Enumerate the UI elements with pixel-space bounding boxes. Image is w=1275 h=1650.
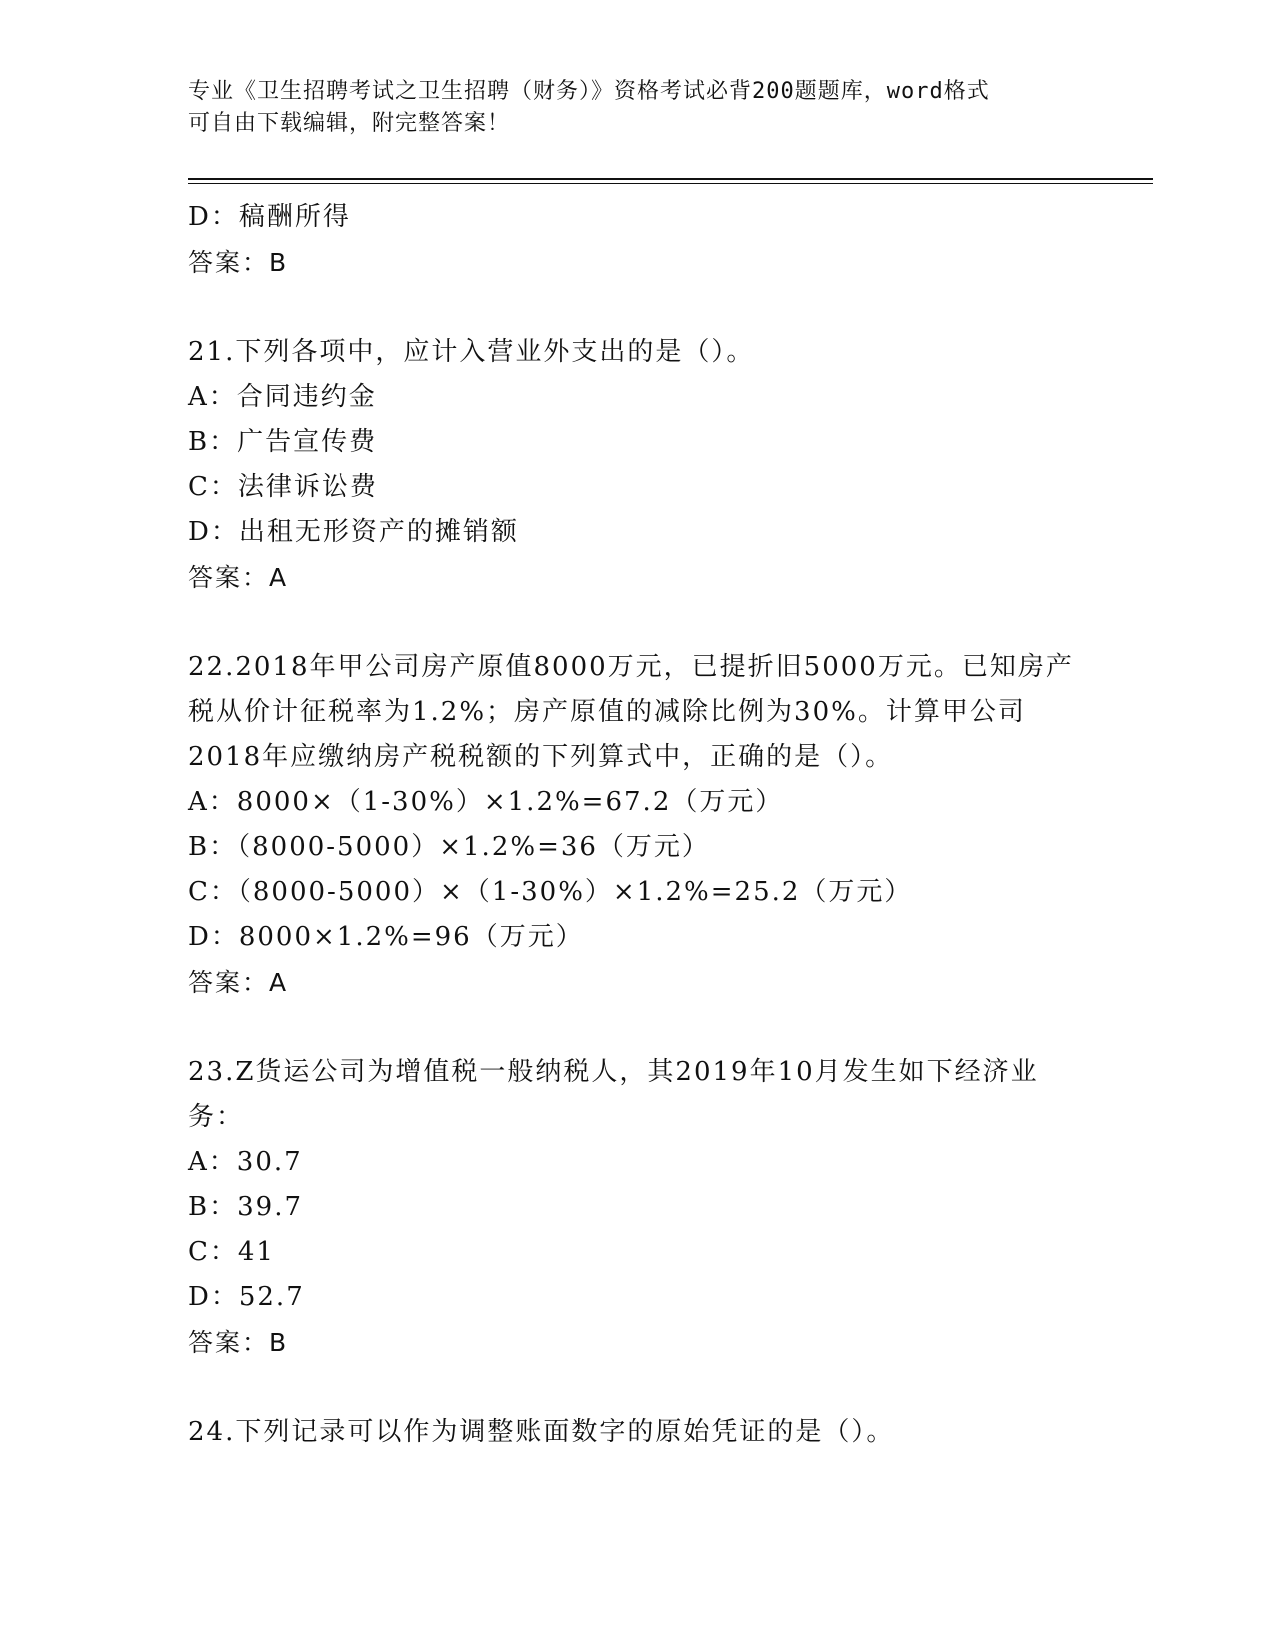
q22-option-b: B：（8000-5000）×1.2%=36（万元） [188,832,710,862]
spacer [188,600,1108,645]
q22-option-d: D：8000×1.2%=96（万元） [188,922,584,952]
prev-option-d: D：稿酬所得 [188,202,351,232]
prev-answer: 答案：B [188,248,289,277]
q21-option-c: C：法律诉讼费 [188,472,378,502]
q24-stem: 24.下列记录可以作为调整账面数字的原始凭证的是（）。 [188,1417,895,1447]
spacer [188,1005,1108,1050]
q21-answer: 答案：A [188,563,289,592]
header-divider-thin [188,183,1153,184]
q23-answer: 答案：B [188,1328,289,1357]
q21-option-b: B：广告宣传费 [188,427,378,457]
q23-stem-line-2: 务： [188,1102,245,1132]
q22-option-a: A：8000×（1-30%）×1.2%=67.2（万元） [188,787,784,817]
q23-option-d: D：52.7 [188,1282,305,1312]
q21-option-d: D：出租无形资产的摊销额 [188,517,519,547]
question-content [188,195,1108,1455]
q22-option-c: C：（8000-5000）×（1-30%）×1.2%=25.2（万元） [188,877,913,907]
header-title-line-1: 专业《卫生招聘考试之卫生招聘（财务）》资格考试必背200题题库，word格式 [188,79,990,104]
q23-option-c: C：41 [188,1237,275,1267]
header-divider-thick [188,178,1153,180]
q22-answer: 答案：A [188,968,289,997]
q22-stem-line-1: 22.2018年甲公司房产原值8000万元，已提折旧5000万元。已知房产 [188,652,1074,682]
q23-stem-line-1: 23.Z货运公司为增值税一般纳税人，其2019年10月发生如下经济业 [188,1057,1039,1087]
q23-option-a: A：30.7 [188,1147,303,1177]
q22-stem-line-3: 2018年应缴纳房产税税额的下列算式中，正确的是（）。 [188,742,894,772]
q21-stem: 21.下列各项中，应计入营业外支出的是（）。 [188,337,755,367]
q23-option-b: B：39.7 [188,1192,303,1222]
page-header [188,76,1088,140]
spacer [188,285,1108,330]
q21-option-a: A：合同违约金 [188,382,377,412]
spacer [188,1365,1108,1410]
q22-stem-line-2: 税从价计征税率为1.2%；房产原值的减除比例为30%。计算甲公司 [188,697,1026,727]
header-title-line-2: 可自由下载编辑，附完整答案！ [188,111,511,136]
